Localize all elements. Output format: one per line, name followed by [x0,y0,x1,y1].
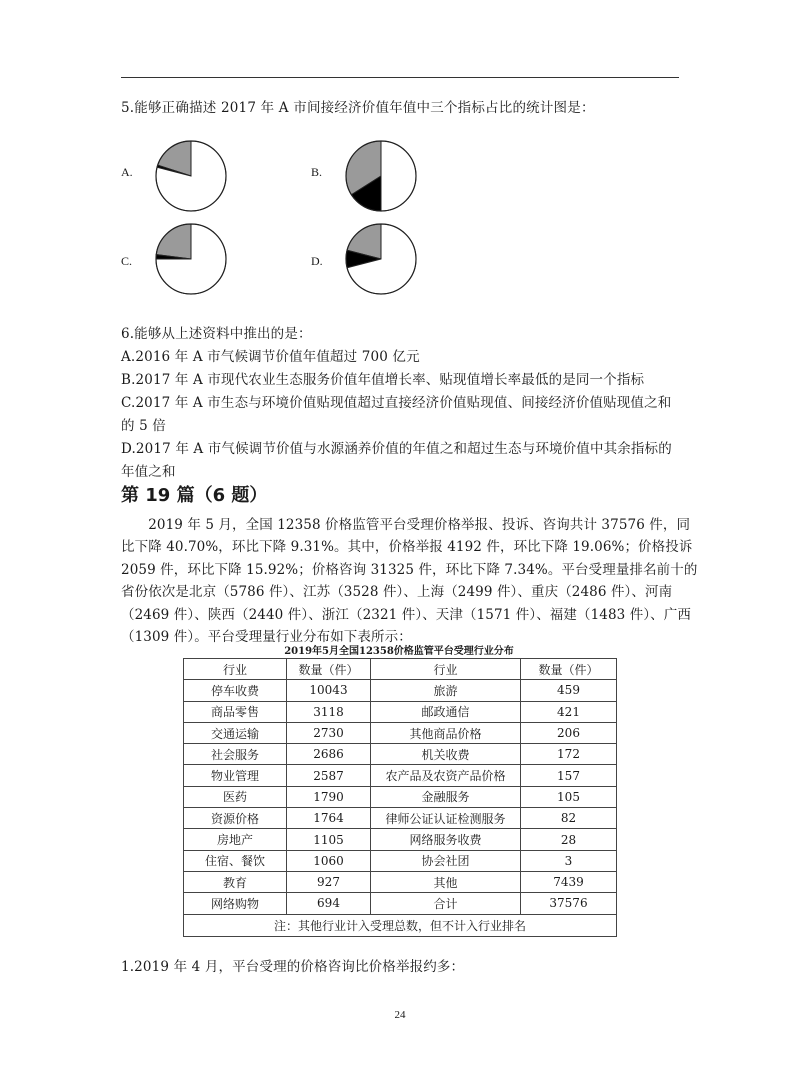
table-row [184,893,617,914]
cell-industry: 住宿、餐饮 [184,850,287,871]
pie-slice-2 [381,141,416,211]
cell-count: 1105 [287,829,371,850]
table-row [184,850,617,871]
cell-industry: 停车收费 [184,680,287,701]
passage-line: 比下降 40.70%，环比下降 9.31%。其中，价格举报 4192 件，环比下降 19.06%；价格投诉 [121,539,693,556]
option-b-pie [311,133,421,223]
table-title: 2019年5月全国12358价格监管平台受理行业分布 [284,646,514,657]
question-1-title: 1.2019 年 4 月，平台受理的价格咨询比价格举报约多： [121,959,465,975]
section-heading: 第 19 篇（6 题） [121,485,268,506]
passage-line: 2019 年 5 月，全国 12358 价格监管平台受理价格举报、投诉、咨询共计 37576 件，同 [121,517,691,533]
cell-industry: 商品零售 [184,701,287,722]
col-header-count: 数量（件） [287,659,371,680]
table-row [184,765,617,786]
cell-industry-2: 协会社团 [371,850,521,871]
cell-count-2: 37576 [521,893,617,914]
option-a-label: A. [121,165,133,179]
table-row [184,786,617,807]
pie-chart-d [333,216,429,302]
cell-industry-2: 律师公证认证检测服务 [371,808,521,829]
cell-industry-2: 邮政通信 [371,701,521,722]
table-row [184,701,617,722]
cell-count: 1060 [287,850,371,871]
passage-line: （1309 件）。平台受理量行业分布如下表所示： [121,629,412,646]
cell-industry: 交通运输 [184,722,287,743]
table-row [184,680,617,701]
cell-industry: 房地产 [184,829,287,850]
question-6-option-c: C.2017 年 A 市生态与环境价值贴现值超过直接经济价值贴现值、间接经济价值贴现值之和 [121,395,672,411]
cell-industry-2: 网络服务收费 [371,829,521,850]
cell-count: 927 [287,871,371,892]
option-c-label: C. [121,254,133,268]
option-b-label: B. [311,165,323,179]
col-header-industry-2: 行业 [371,659,521,680]
cell-count: 10043 [287,680,371,701]
question-6-option-d: D.2017 年 A 市气候调节价值与水源涵养价值的年值之和超过生态与环境价值中其余指标的 [121,441,672,457]
cell-count-2: 7439 [521,871,617,892]
pie-chart-c [143,216,239,302]
cell-industry-2: 合计 [371,893,521,914]
question-6-option-b: B.2017 年 A 市现代农业生态服务价值年值增长率、贴现值增长率最低的是同一个指标 [121,372,645,388]
option-d-label: D. [311,254,323,268]
passage-line: 2059 件，环比下降 15.92%；价格咨询 31325 件，环比下降 7.34%。平台受理量排名前十的 [121,561,698,578]
table-row [184,744,617,765]
cell-industry: 网络购物 [184,893,287,914]
question-5-title: 5.能够正确描述 2017 年 A 市间接经济价值年值中三个指标占比的统计图是： [121,100,595,116]
passage-paragraph [121,514,698,648]
table-row [184,808,617,829]
pie-chart-b [333,133,429,219]
cell-count: 1790 [287,786,371,807]
col-header-industry: 行业 [184,659,287,680]
option-c-pie [121,216,231,306]
cell-industry-2: 金融服务 [371,786,521,807]
table-row [184,829,617,850]
cell-count-2: 421 [521,701,617,722]
cell-industry: 教育 [184,871,287,892]
cell-industry-2: 旅游 [371,680,521,701]
table-row [184,871,617,892]
pie-chart-a [143,133,239,219]
cell-industry-2: 其他商品价格 [371,722,521,743]
passage-line: （2469 件）、陕西（2440 件）、浙江（2321 件）、天津（1571 件）、福建（1483 件）、广西 [121,606,691,623]
option-d-pie [311,216,421,306]
cell-count: 2730 [287,722,371,743]
cell-industry: 物业管理 [184,765,287,786]
cell-count-2: 105 [521,786,617,807]
cell-count-2: 206 [521,722,617,743]
question-6-option-a: A.2016 年 A 市气候调节价值年值超过 700 亿元 [121,349,420,365]
passage-line: 省份依次是北京（5786 件）、江苏（3528 件）、上海（2499 件）、重庆（2486 件）、河南 [121,584,673,601]
question-6-title: 6.能够从上述资料中推出的是： [121,326,312,342]
cell-count-2: 157 [521,765,617,786]
cell-count: 2686 [287,744,371,765]
cell-industry: 医药 [184,786,287,807]
option-a-pie [121,133,231,223]
table-header-row [184,659,617,680]
table-note-row [184,914,617,936]
cell-industry-2: 农产品及农资产品价格 [371,765,521,786]
cell-count: 694 [287,893,371,914]
cell-industry: 资源价格 [184,808,287,829]
cell-industry-2: 机关收费 [371,744,521,765]
cell-count: 3118 [287,701,371,722]
cell-count-2: 3 [521,850,617,871]
cell-count: 2587 [287,765,371,786]
cell-count-2: 82 [521,808,617,829]
cell-industry: 社会服务 [184,744,287,765]
col-header-count-2: 数量（件） [521,659,617,680]
cell-count-2: 172 [521,744,617,765]
question-6-option-d-cont: 年值之和 [121,464,176,480]
cell-count: 1764 [287,808,371,829]
question-6-option-c-cont: 的 5 倍 [121,418,166,434]
table-note: 注：其他行业计入受理总数，但不计入行业排名 [184,914,617,936]
page-number: 24 [394,1009,406,1021]
header-rule [121,77,679,78]
table-row [184,722,617,743]
cell-count-2: 459 [521,680,617,701]
industry-table [183,658,617,937]
cell-count-2: 28 [521,829,617,850]
cell-industry-2: 其他 [371,871,521,892]
